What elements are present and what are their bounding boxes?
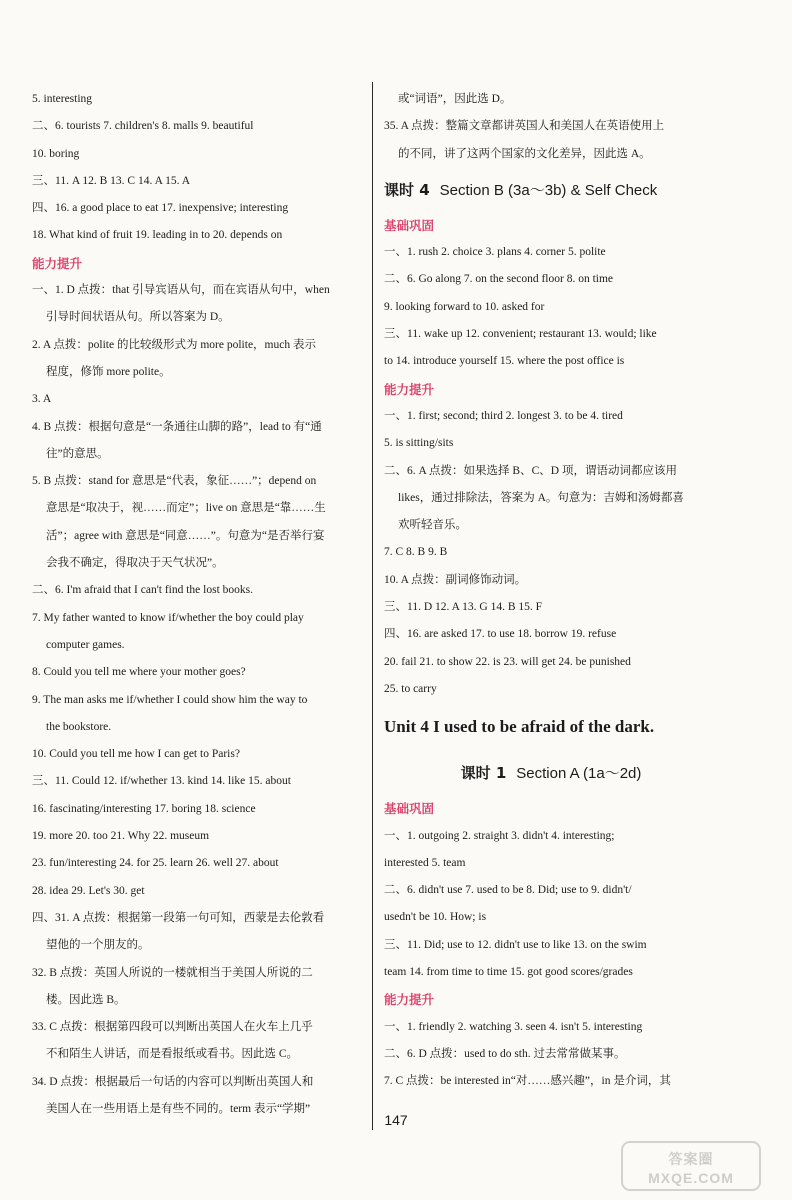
answer-line: 9. looking forward to 10. asked for [384, 300, 545, 313]
answer-line: 20. fail 21. to show 22. is 23. will get 24. be punished [384, 655, 631, 668]
lesson-label: 课时 4 [384, 180, 430, 199]
answer-line: 16. fascinating/interesting 17. boring 18. science [32, 802, 256, 815]
answer-line: 三、11. A 12. B 13. C 14. A 15. A [32, 174, 191, 187]
answer-line: 四、31. A 点拨：根据第一段第一句可知，西蒙是去伦敦看 [32, 911, 325, 924]
lesson-section: Section B (3a～3b) & Self Check [439, 181, 658, 199]
answer-line: interested 5. team [384, 856, 466, 869]
answer-line: 9. The man asks me if/whether I could show him the way to [32, 693, 308, 706]
answer-line: the bookstore. [46, 720, 112, 733]
answer-line: 二、6. didn't use 7. used to be 8. Did; use to 9. didn't/ [384, 884, 632, 897]
answer-line: 4. B 点拨：根据句意是“一条通往山脚的路”，lead to 有“通 [32, 420, 322, 433]
answer-line: 不和陌生人讲话，而是看报纸或看书。因此选 C。 [46, 1048, 299, 1061]
watermark-brand: 答案圈 [668, 1151, 714, 1167]
answer-line: 二、6. A 点拨：如果选择 B、C、D 项，谓语动词都应该用 [384, 464, 677, 477]
answer-line: team 14. from time to time 15. got good scores/grades [384, 966, 633, 979]
answer-line: 的不同，讲了这两个国家的文化差异，因此选 A。 [398, 147, 651, 160]
answer-line: 7. C 点拨：be interested in“对……感兴趣”，in 是介词，其 [384, 1075, 671, 1088]
answer-line: 19. more 20. too 21. Why 22. museum [32, 830, 210, 843]
answer-line: 二、6. I'm afraid that I can't find the lost books. [32, 584, 253, 597]
answer-line: 意思是“取决于，视……而定”；live on 意思是“靠……生 [46, 502, 326, 515]
answer-line: 32. B 点拨：英国人所说的一楼就相当于美国人所说的二 [32, 966, 313, 979]
answer-line: to 14. introduce yourself 15. where the post office is [384, 355, 625, 368]
answer-line: 7. My father wanted to know if/whether the boy could play [32, 611, 304, 624]
answer-line: 2. A 点拨：polite 的比较级形式为 more polite，much 表示 [32, 338, 316, 351]
section-heading: 基础巩固 [384, 801, 435, 817]
answer-line: 一、1. friendly 2. watching 3. seen 4. isn't 5. interesting [384, 1020, 643, 1033]
lesson-title [384, 751, 718, 795]
answer-line: 引导时间状语从句。所以答案为 D。 [46, 311, 230, 324]
answer-line: usedn't be 10. How; is [384, 911, 487, 924]
answer-line: 7. C 8. B 9. B [384, 546, 448, 559]
answer-line: 10. A 点拨：副词修饰动词。 [384, 573, 527, 586]
answer-line: 8. Could you tell me where your mother goes? [32, 666, 246, 679]
lesson-label: 课时 1 [460, 764, 507, 783]
answer-line: 三、11. D 12. A 13. G 14. B 15. F [384, 601, 543, 614]
answer-line: 三、11. Did; use to 12. didn't use to like 13. on the swim [384, 938, 647, 951]
answer-line: 望他的一个朋友的。 [46, 939, 150, 952]
lesson-section: Section A (1a～2d) [516, 765, 642, 783]
answer-line: 二、6. tourists 7. children's 8. malls 9. beautiful [32, 120, 254, 133]
page-number: 147 [384, 1112, 408, 1128]
section-heading: 能力提升 [384, 992, 435, 1008]
column-divider [372, 82, 373, 1130]
answer-line: 3. A [32, 393, 52, 406]
lesson-title [384, 168, 718, 212]
answer-line: 程度，修饰 more polite。 [46, 365, 171, 378]
answer-line: 楼。因此选 B。 [46, 993, 126, 1006]
answer-line: 活”；agree with 意思是“同意……”。句意为“是否举行宴 [46, 529, 325, 542]
answer-line: 10. Could you tell me how I can get to Paris? [32, 748, 240, 761]
answer-line: 二、6. Go along 7. on the second floor 8. on time [384, 273, 614, 286]
answer-line: 25. to carry [384, 682, 437, 695]
answer-line: computer games. [46, 638, 125, 651]
answer-line: 35. A 点拨：整篇文章都讲英国人和美国人在英语使用上 [384, 120, 665, 133]
section-heading: 能力提升 [32, 255, 83, 271]
answer-line: 会我不确定，得取决于天气状况”。 [46, 557, 224, 570]
answer-line: 一、1. rush 2. choice 3. plans 4. corner 5. polite [384, 246, 606, 259]
answer-line: 欢听轻音乐。 [398, 519, 467, 532]
answer-line: 四、16. are asked 17. to use 18. borrow 19. refuse [384, 628, 617, 641]
answer-line: 二、6. D 点拨：used to do sth. 过去常常做某事。 [384, 1047, 626, 1060]
unit-title: Unit 4 I used to be afraid of the dark. [384, 717, 655, 737]
section-heading: 能力提升 [384, 381, 435, 397]
answer-line: 一、1. first; second; third 2. longest 3. to be 4. tired [384, 409, 623, 422]
answer-line: 18. What kind of fruit 19. leading in to 20. depends on [32, 229, 283, 242]
answer-line: 一、1. D 点拨：that 引导宾语从句，而在宾语从句中，when [32, 284, 330, 297]
answer-line: 33. C 点拨：根据第四段可以判断出英国人在火车上几乎 [32, 1021, 313, 1034]
answer-line: 5. interesting [32, 93, 93, 105]
answer-line: 23. fun/interesting 24. for 25. learn 26. well 27. about [32, 857, 279, 870]
answer-line: 或“词语”，因此选 D。 [398, 93, 512, 105]
answer-line: 四、16. a good place to eat 17. inexpensive; interesting [32, 202, 289, 215]
answer-line: 10. boring [32, 147, 80, 160]
left-column [32, 86, 364, 1123]
right-column [384, 86, 718, 1096]
answer-line: 美国人在一些用语上是有些不同的。term 表示“学期” [46, 1102, 311, 1115]
answer-line: likes，通过排除法，答案为 A。句意为：吉姆和汤姆都喜 [398, 491, 684, 504]
answer-line: 5. B 点拨：stand for 意思是“代表，象征……”；depend on [32, 475, 317, 488]
answer-line: 5. is sitting/sits [384, 437, 454, 450]
watermark-url: MXQE.COM [648, 1170, 734, 1186]
answer-line: 28. idea 29. Let's 30. get [32, 884, 145, 897]
watermark-logo [620, 1140, 762, 1192]
section-heading: 基础巩固 [384, 217, 435, 233]
answer-line: 往”的意思。 [46, 447, 109, 460]
answer-line: 三、11. Could 12. if/whether 13. kind 14. like 15. about [32, 775, 291, 788]
answer-line: 三、11. wake up 12. convenient; restaurant 13. would; like [384, 328, 657, 341]
answer-line: 34. D 点拨：根据最后一句话的内容可以判断出英国人和 [32, 1075, 314, 1088]
answer-line: 一、1. outgoing 2. straight 3. didn't 4. interesting; [384, 829, 615, 842]
